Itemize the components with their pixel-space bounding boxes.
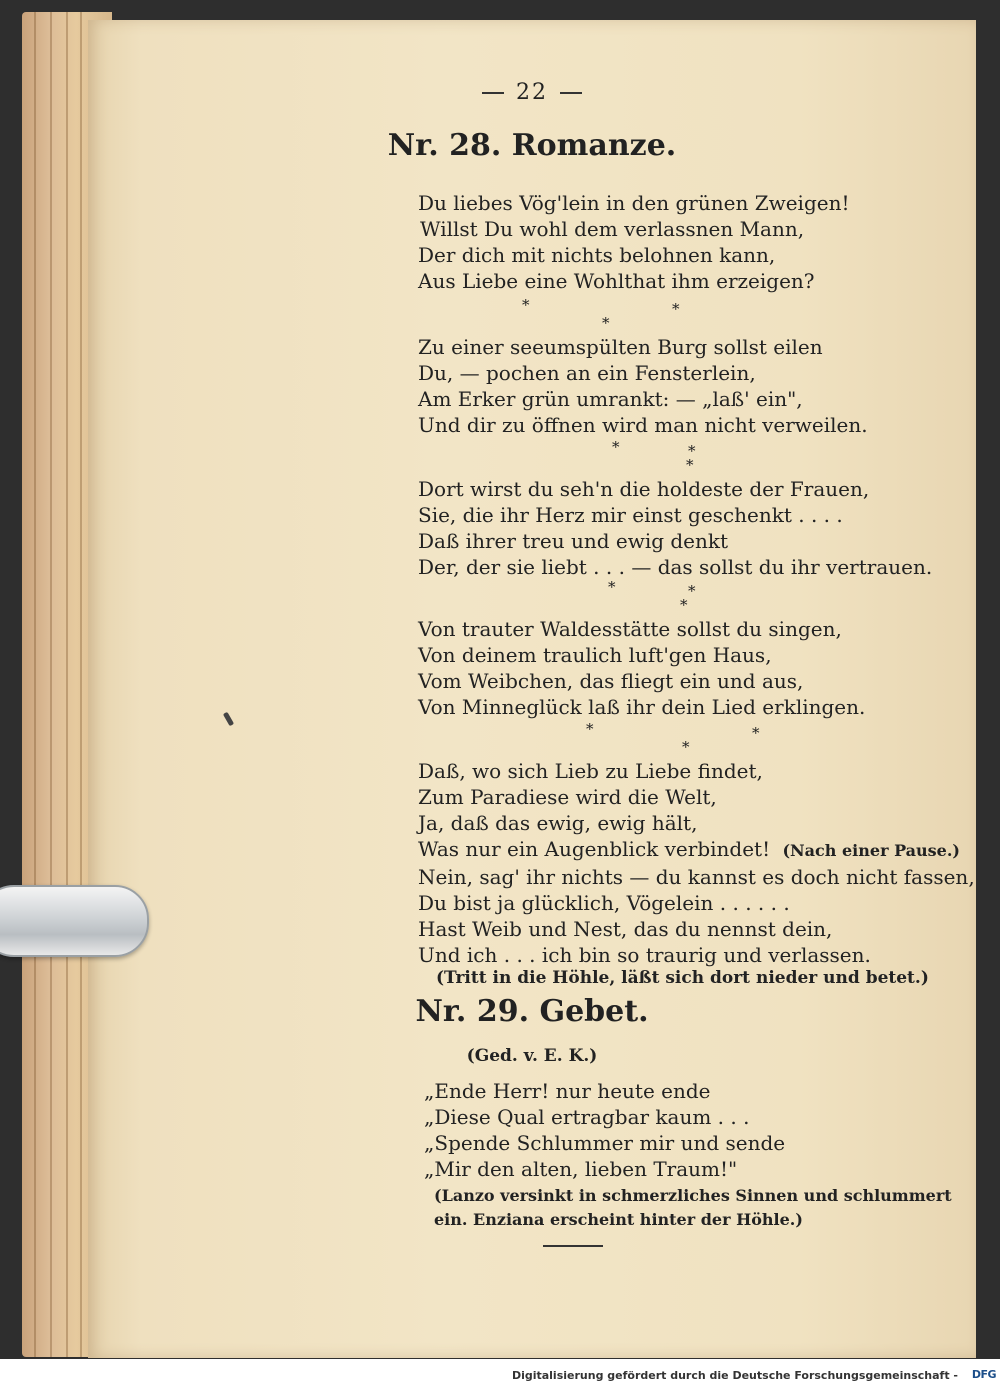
page-number-value: 22 bbox=[516, 80, 548, 105]
page-number bbox=[88, 80, 976, 105]
verse-line: Du, — pochen an ein Fensterlein, bbox=[418, 361, 756, 385]
asterisk: * bbox=[680, 596, 688, 614]
verse-line: Vom Weibchen, das fliegt ein und aus, bbox=[418, 669, 804, 693]
asterisk: * bbox=[672, 300, 680, 318]
verse-line: Von Minneglück laß ihr dein Lied erklingen. bbox=[418, 695, 866, 719]
dash-right bbox=[560, 92, 582, 94]
stanza-1 bbox=[418, 190, 978, 294]
section-28-title: Nr. 28. Romanze. bbox=[387, 128, 677, 163]
verse-line: Willst Du wohl dem verlassnen Mann, bbox=[420, 217, 805, 241]
verse-line: „Mir den alten, lieben Traum!" bbox=[424, 1157, 738, 1181]
verse-line: Von trauter Waldesstätte sollst du singen, bbox=[418, 617, 842, 641]
verse-line: Daß, wo sich Lieb zu Liebe findet, bbox=[418, 759, 763, 783]
verse-line: „Ende Herr! nur heute ende bbox=[424, 1079, 711, 1103]
section-29-subtitle: (Ged. v. E. K.) bbox=[466, 1046, 598, 1066]
verse-line: Sie, die ihr Herz mir einst geschenkt . . . . bbox=[418, 503, 843, 527]
verse-line: Nein, sag' ihr nichts — du kannst es doch nicht fassen, bbox=[418, 865, 975, 889]
stanza-5 bbox=[418, 758, 978, 968]
asterisk: * bbox=[612, 438, 620, 456]
verse-line: Und ich . . . ich bin so traurig und verlassen. bbox=[418, 943, 871, 967]
dfg-logo: DFG bbox=[971, 1368, 996, 1381]
prayer-stanza bbox=[424, 1078, 984, 1182]
asterisk: * bbox=[688, 582, 696, 600]
asterisk: * bbox=[688, 442, 696, 460]
asterisk: * bbox=[682, 738, 690, 756]
page-edge bbox=[80, 12, 82, 1357]
stage-direction-line-2: ein. Enziana erscheint hinter der Höhle.) bbox=[434, 1210, 803, 1229]
verse-line: „Spende Schlummer mir und sende bbox=[424, 1131, 786, 1155]
section-29-title: Nr. 29. Gebet. bbox=[415, 994, 649, 1029]
verse-line: Dort wirst du seh'n die holdeste der Frauen, bbox=[418, 477, 870, 501]
page-content bbox=[88, 20, 976, 1358]
asterisk: * bbox=[752, 724, 760, 742]
verse-line: Du bist ja glücklich, Vögelein . . . . . . bbox=[418, 891, 790, 915]
verse-line: Der, der sie liebt . . . — das sollst du ihr vertrauen. bbox=[418, 555, 933, 579]
end-rule bbox=[543, 1245, 603, 1247]
verse-line: Zu einer seeumspülten Burg sollst eilen bbox=[418, 335, 823, 359]
stage-direction: (Tritt in die Höhle, läßt sich dort nieder und betet.) bbox=[436, 968, 929, 988]
verse-line: „Diese Qual ertragbar kaum . . . bbox=[424, 1105, 750, 1129]
stanza-2 bbox=[418, 334, 978, 438]
footer-text: Digitalisierung gefördert durch die Deutsche Forschungsgemeinschaft - bbox=[511, 1369, 958, 1382]
verse-line: Ja, daß das ewig, ewig hält, bbox=[418, 811, 698, 835]
verse-line: Von deinem traulich luft'gen Haus, bbox=[418, 643, 772, 667]
asterisk: * bbox=[602, 314, 610, 332]
verse-line: Und dir zu öffnen wird man nicht verweilen. bbox=[418, 413, 868, 437]
stage-direction-line-1: (Lanzo versinkt in schmerzliches Sinnen und schlummert bbox=[434, 1186, 952, 1205]
inline-stage-direction: (Nach einer Pause.) bbox=[782, 841, 960, 860]
page-edge bbox=[34, 12, 36, 1357]
page bbox=[88, 20, 976, 1358]
verse-line-with-stage bbox=[418, 836, 978, 864]
stanza-4 bbox=[418, 616, 978, 720]
asterisk: * bbox=[686, 456, 694, 474]
asterisk: * bbox=[608, 578, 616, 596]
page-edge bbox=[66, 12, 68, 1357]
verse-line: Hast Weib und Nest, das du nennst dein, bbox=[418, 917, 833, 941]
verse-line: Aus Liebe eine Wohlthat ihm erzeigen? bbox=[418, 269, 815, 293]
paper-clip bbox=[0, 885, 149, 957]
verse-line: Daß ihrer treu und ewig denkt bbox=[418, 529, 729, 553]
verse-line: Am Erker grün umrankt: — „laß' ein", bbox=[418, 387, 803, 411]
verse-line: Du liebes Vög'lein in den grünen Zweigen! bbox=[418, 191, 850, 215]
stanza-3 bbox=[418, 476, 978, 580]
footer-bar bbox=[0, 1359, 1000, 1391]
asterisk: * bbox=[522, 296, 530, 314]
dash-left bbox=[482, 92, 504, 94]
verse-line: Der dich mit nichts belohnen kann, bbox=[418, 243, 776, 267]
page-edge bbox=[50, 12, 52, 1357]
verse-line: Zum Paradiese wird die Welt, bbox=[418, 785, 717, 809]
verse-text: Was nur ein Augenblick verbindet! bbox=[418, 837, 771, 861]
asterisk: * bbox=[586, 720, 594, 738]
